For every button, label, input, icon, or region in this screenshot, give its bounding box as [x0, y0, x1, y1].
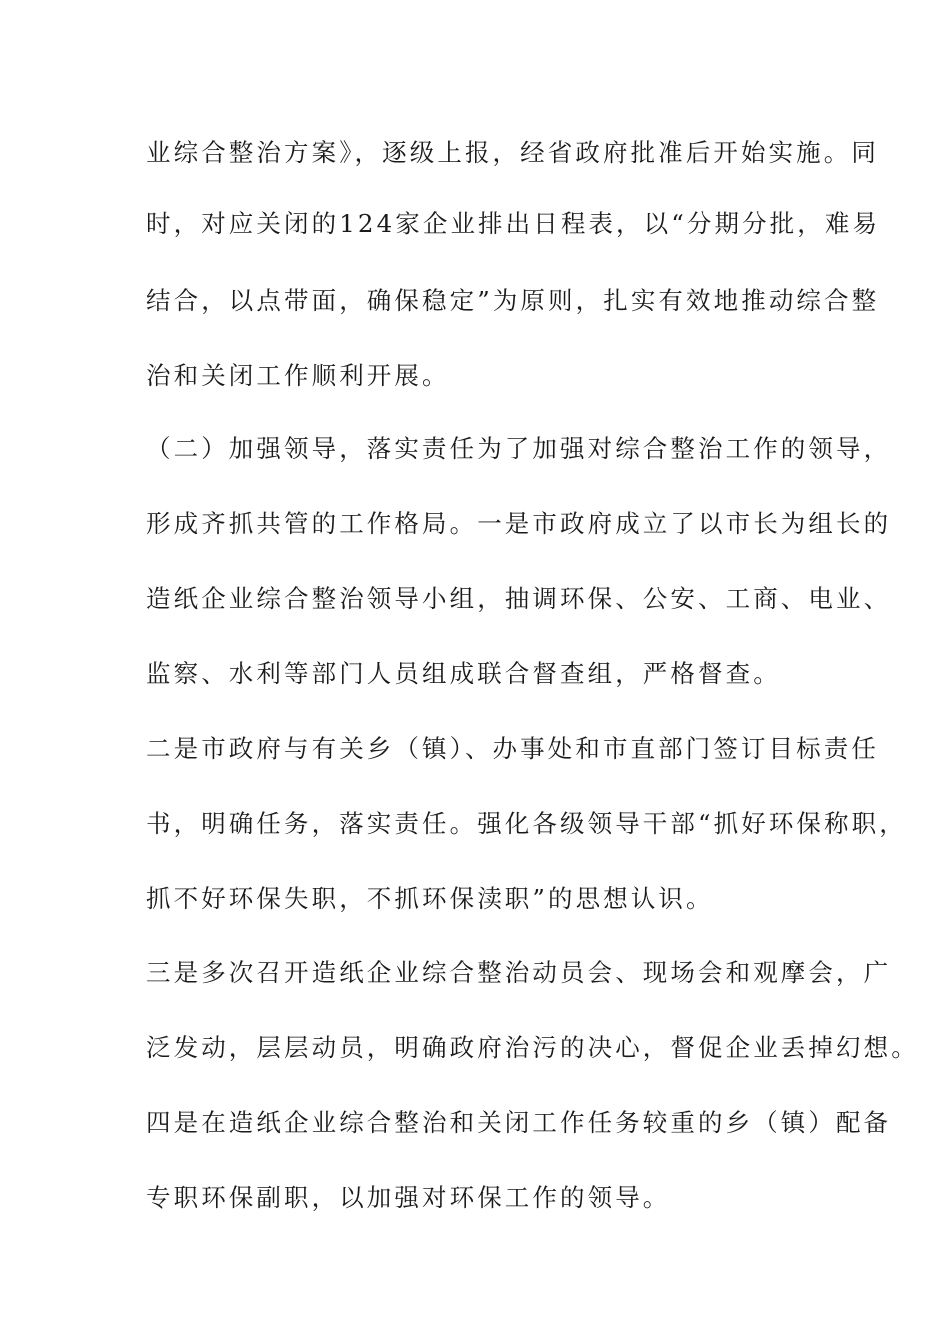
text-line: 三是多次召开造纸企业综合整治动员会、现场会和观摩会，广	[146, 958, 892, 987]
text-line: 抓不好环保失职，不抓环保渎职”的思想认识。	[146, 884, 714, 913]
text-line: 书，明确任务，落实责任。强化各级领导干部“抓好环保称职，	[146, 809, 907, 838]
text-line: 结合，以点带面，确保稳定”为原则，扎实有效地推动综合整	[146, 286, 880, 315]
text-line: 监察、水利等部门人员组成联合督查组，严格督查。	[146, 659, 781, 688]
text-line: 造纸企业综合整治领导小组，抽调环保、公安、工商、电业、	[146, 584, 892, 613]
text-line: 时，对应关闭的124家企业排出日程表，以“分期分批，难易	[146, 209, 881, 238]
text-line: 泛发动，层层动员，明确政府治污的决心，督促企业丢掉幻想。	[146, 1033, 919, 1062]
section-heading-line: （二）加强领导，落实责任为了加强对综合整治工作的领导，	[146, 434, 892, 463]
text-line: 专职环保副职，以加强对环保工作的领导。	[146, 1183, 671, 1212]
text-line: 治和关闭工作顺利开展。	[146, 361, 450, 390]
text-line: 形成齐抓共管的工作格局。一是市政府成立了以市长为组长的	[146, 509, 892, 538]
text-line: 二是市政府与有关乡（镇）、办事处和市直部门签订目标责任	[146, 734, 879, 763]
text-line: 业综合整治方案》，逐级上报，经省政府批准后开始实施。同	[146, 138, 879, 167]
text-line: 四是在造纸企业综合整治和关闭工作任务较重的乡（镇）配备	[146, 1108, 892, 1137]
